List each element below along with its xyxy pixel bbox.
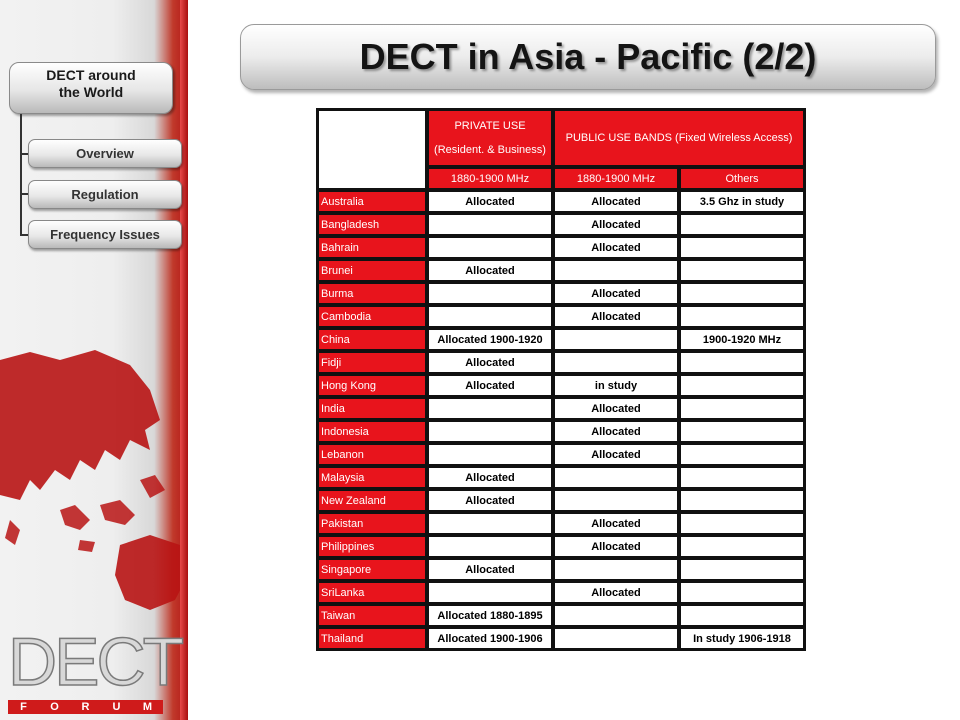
country-cell: Fidji: [318, 352, 426, 373]
private-use-cell: Allocated: [428, 467, 552, 488]
table-row: [318, 605, 804, 626]
table-row: [318, 214, 804, 235]
private-use-cell: Allocated 1900-1906: [428, 628, 552, 649]
public-use-cell: [554, 352, 678, 373]
table-row: [318, 237, 804, 258]
others-cell: [680, 467, 804, 488]
nav-overview-button[interactable]: Overview: [28, 139, 182, 168]
header-public-use: PUBLIC USE BANDS (Fixed Wireless Access): [554, 110, 804, 166]
public-use-cell: Allocated: [554, 191, 678, 212]
logo-letter: M: [142, 701, 153, 713]
private-use-cell: Allocated: [428, 375, 552, 396]
country-cell: Malaysia: [318, 467, 426, 488]
nav-regulation-button[interactable]: Regulation: [28, 180, 182, 209]
others-cell: 1900-1920 MHz: [680, 329, 804, 350]
private-use-cell: [428, 306, 552, 327]
country-cell: Lebanon: [318, 444, 426, 465]
others-cell: [680, 398, 804, 419]
table-corner-blank: [318, 110, 426, 189]
slide-title-box: [240, 24, 936, 90]
logo-letter: F: [20, 701, 27, 713]
country-cell: SriLanka: [318, 582, 426, 603]
sidebar: [0, 0, 188, 720]
others-cell: [680, 536, 804, 557]
others-cell: [680, 352, 804, 373]
section-title-box: [9, 62, 173, 114]
table-row: [318, 398, 804, 419]
slide-title: DECT in Asia - Pacific (2/2): [359, 36, 817, 77]
table-row: [318, 467, 804, 488]
private-use-cell: Allocated: [428, 191, 552, 212]
subheader-others: Others: [680, 168, 804, 189]
table-row: [318, 306, 804, 327]
country-cell: Australia: [318, 191, 426, 212]
table-row: [318, 513, 804, 534]
table-row: [318, 191, 804, 212]
table-row: [318, 559, 804, 580]
others-cell: [680, 375, 804, 396]
nav-tree-line: [20, 114, 22, 236]
public-use-cell: Allocated: [554, 513, 678, 534]
others-cell: [680, 513, 804, 534]
country-cell: China: [318, 329, 426, 350]
country-cell: Singapore: [318, 559, 426, 580]
country-cell: India: [318, 398, 426, 419]
table-row: [318, 329, 804, 350]
country-cell: Hong Kong: [318, 375, 426, 396]
others-cell: [680, 306, 804, 327]
private-use-cell: [428, 421, 552, 442]
table-row: [318, 582, 804, 603]
private-use-cell: [428, 237, 552, 258]
private-use-cell: Allocated: [428, 260, 552, 281]
country-cell: Taiwan: [318, 605, 426, 626]
public-use-cell: [554, 559, 678, 580]
public-use-cell: Allocated: [554, 237, 678, 258]
public-use-cell: [554, 260, 678, 281]
public-use-cell: Allocated: [554, 444, 678, 465]
others-cell: [680, 490, 804, 511]
private-use-cell: [428, 513, 552, 534]
asia-pacific-map-graphic: [0, 330, 188, 660]
others-cell: [680, 260, 804, 281]
others-cell: [680, 582, 804, 603]
others-cell: [680, 214, 804, 235]
table-row: [318, 260, 804, 281]
others-cell: [680, 605, 804, 626]
public-use-cell: in study: [554, 375, 678, 396]
country-cell: Indonesia: [318, 421, 426, 442]
table-row: [318, 536, 804, 557]
country-cell: Thailand: [318, 628, 426, 649]
others-cell: [680, 444, 804, 465]
private-use-cell: Allocated: [428, 559, 552, 580]
logo-letter: R: [81, 701, 90, 713]
table-row: [318, 490, 804, 511]
nav-frequency-issues-button[interactable]: Frequency Issues: [28, 220, 182, 249]
header-private-use: [428, 110, 552, 166]
private-use-cell: Allocated 1900-1920: [428, 329, 552, 350]
subheader-private-band: 1880-1900 MHz: [428, 168, 552, 189]
public-use-cell: [554, 490, 678, 511]
public-use-cell: Allocated: [554, 421, 678, 442]
private-use-cell: [428, 398, 552, 419]
others-cell: [680, 283, 804, 304]
private-use-cell: Allocated: [428, 352, 552, 373]
section-title-line1: DECT around: [46, 67, 136, 83]
table-row: [318, 421, 804, 442]
private-use-cell: [428, 582, 552, 603]
nav-tree-branch: [20, 193, 28, 195]
private-use-cell: Allocated: [428, 490, 552, 511]
sidebar-red-edge: [180, 0, 188, 720]
private-use-cell: [428, 536, 552, 557]
table-row: [318, 444, 804, 465]
country-cell: New Zealand: [318, 490, 426, 511]
country-cell: Brunei: [318, 260, 426, 281]
header-private-line1: PRIVATE USE: [454, 120, 526, 132]
others-cell: In study 1906-1918: [680, 628, 804, 649]
country-cell: Burma: [318, 283, 426, 304]
country-cell: Bangladesh: [318, 214, 426, 235]
nav-tree-branch: [20, 153, 28, 155]
public-use-cell: [554, 329, 678, 350]
private-use-cell: [428, 214, 552, 235]
table-row: [318, 375, 804, 396]
public-use-cell: [554, 628, 678, 649]
others-cell: [680, 421, 804, 442]
dect-forum-logo-bar: [8, 700, 163, 714]
logo-letter: U: [112, 701, 121, 713]
table-row: [318, 283, 804, 304]
private-use-cell: [428, 444, 552, 465]
others-cell: [680, 237, 804, 258]
country-cell: Pakistan: [318, 513, 426, 534]
dect-logo-word: DECT: [8, 624, 182, 700]
public-use-cell: [554, 605, 678, 626]
table-row: [318, 352, 804, 373]
logo-letter: O: [50, 701, 59, 713]
others-cell: 3.5 Ghz in study: [680, 191, 804, 212]
public-use-cell: Allocated: [554, 536, 678, 557]
section-title-line2: the World: [58, 84, 124, 100]
public-use-cell: Allocated: [554, 306, 678, 327]
public-use-cell: [554, 467, 678, 488]
table-header-row: [318, 110, 804, 166]
public-use-cell: Allocated: [554, 214, 678, 235]
public-use-cell: Allocated: [554, 582, 678, 603]
country-cell: Philippines: [318, 536, 426, 557]
table-row: [318, 628, 804, 649]
public-use-cell: Allocated: [554, 398, 678, 419]
subheader-public-band: 1880-1900 MHz: [554, 168, 678, 189]
country-cell: Bahrain: [318, 237, 426, 258]
frequency-allocation-table: [316, 108, 806, 651]
country-cell: Cambodia: [318, 306, 426, 327]
others-cell: [680, 559, 804, 580]
nav-tree-branch: [20, 234, 28, 236]
private-use-cell: Allocated 1880-1895: [428, 605, 552, 626]
header-private-line2: (Resident. & Business): [434, 144, 546, 156]
public-use-cell: Allocated: [554, 283, 678, 304]
private-use-cell: [428, 283, 552, 304]
